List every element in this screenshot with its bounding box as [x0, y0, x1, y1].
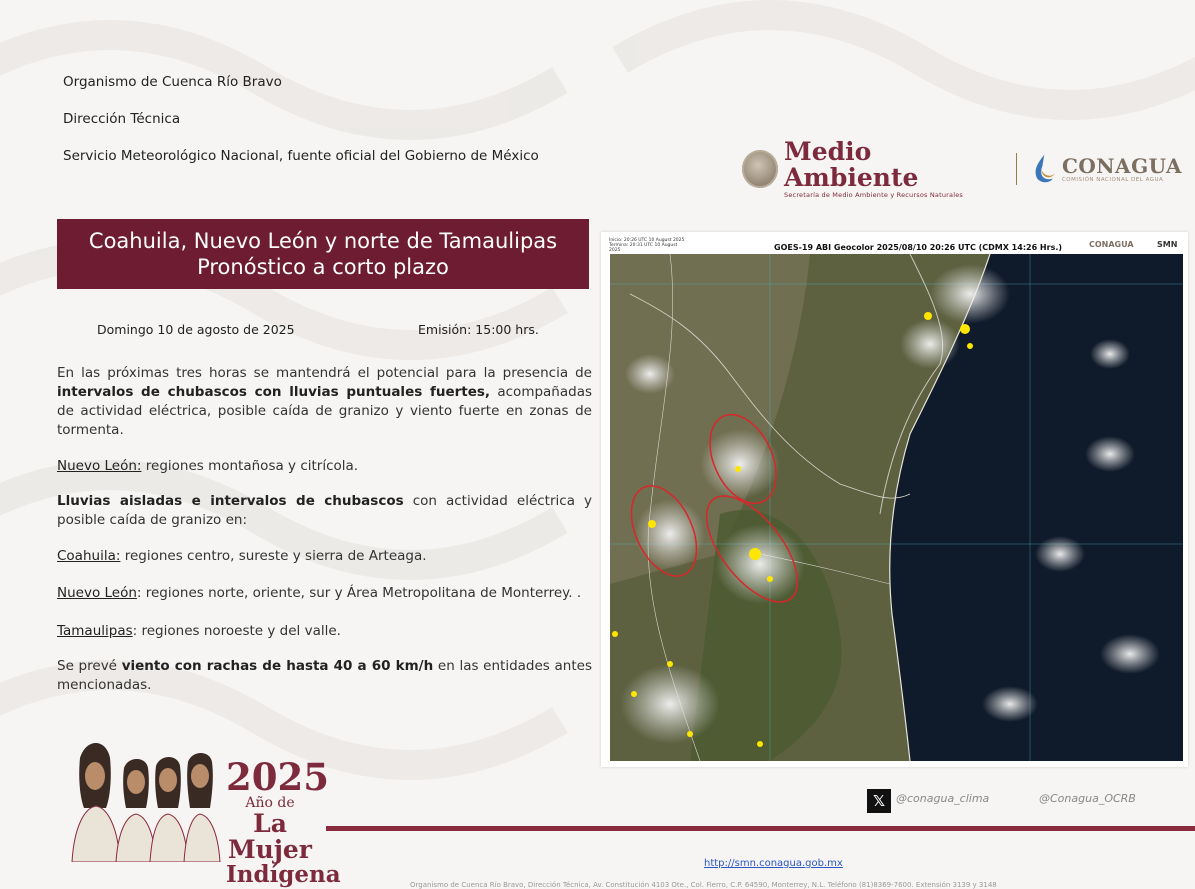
- conagua-subtitle: COMISIÓN NACIONAL DEL AGUA: [1061, 177, 1164, 183]
- paragraph-coahuila: [57, 547, 592, 566]
- smn-link[interactable]: http://smn.conagua.gob.mx: [704, 858, 843, 869]
- header-service: Servicio Meteorológico Nacional, fuente oficial del Gobierno de México: [63, 148, 539, 164]
- medio-ambiente-title: Medio Ambiente: [784, 137, 919, 192]
- institution-logos: [742, 137, 1182, 199]
- logo-divider: [1016, 153, 1017, 185]
- header-lines: [63, 74, 539, 185]
- satellite-image-frame: [601, 232, 1188, 767]
- x-handle[interactable]: @conagua_clima: [896, 792, 990, 805]
- paragraph-nuevo-leon-2: [57, 584, 592, 603]
- year-mujer: La Mujer: [228, 809, 312, 864]
- satellite-logo-smn: SMN: [1157, 240, 1178, 249]
- paragraph-nuevo-leon-1: [57, 457, 592, 476]
- satellite-meta-start: Inicio: 20:26 UTC 10 August 2025: [609, 238, 685, 243]
- title-line-1: Coahuila, Nuevo León y norte de Tamaulipas: [88, 229, 558, 253]
- p7-rest: en las entidades antes mencionadas.: [57, 658, 592, 693]
- satellite-logo-conagua: CONAGUA: [1089, 240, 1134, 249]
- mexico-seal-icon: [742, 150, 778, 188]
- p7-intro: Se prevé: [57, 658, 117, 674]
- p1-intro: En las próximas tres horas se mantendrá el potencial para la presencia de: [57, 365, 592, 381]
- conagua-title: CONAGUA: [1061, 154, 1182, 178]
- state-nuevo-leon: Nuevo León:: [57, 458, 142, 474]
- paragraph-tamaulipas: [57, 622, 592, 641]
- p1-highlight: intervalos de chubascos con lluvias puntuales fuertes,: [57, 384, 491, 400]
- year-number: 2025: [226, 755, 329, 799]
- satellite-meta-end: Termina: 20:31 UTC 10 August 2025: [609, 243, 678, 253]
- header-direction: Dirección Técnica: [63, 111, 181, 127]
- state-coahuila: Coahuila:: [57, 548, 121, 564]
- p4-regions: regiones centro, sureste y sierra de Arteaga.: [124, 548, 427, 564]
- p3-rest: con actividad eléctrica y posible caída de granizo en:: [57, 493, 592, 528]
- medio-ambiente-logo: [784, 139, 1002, 199]
- forecast-title-banner: [57, 219, 589, 289]
- p2-regions: regiones montañosa y citrícola.: [145, 458, 359, 474]
- p1-rest: acompañadas de actividad eléctrica, posible caída de granizo y viento fuerte en zonas de tormenta.: [57, 384, 593, 438]
- medio-ambiente-subtitle: Secretaría de Medio Ambiente y Recursos Naturales: [784, 191, 964, 199]
- header-organization: Organismo de Cuenca Río Bravo: [63, 74, 282, 90]
- title-line-2: Pronóstico a corto plazo: [197, 255, 449, 279]
- year-of-indigenous-women-logo: [226, 755, 341, 888]
- emission-time: Emisión: 15:00 hrs.: [418, 322, 539, 337]
- satellite-meta: [609, 238, 689, 253]
- conagua-drop-icon: [1031, 152, 1058, 186]
- state-tamaulipas: Tamaulipas: [57, 623, 133, 639]
- paragraph-isolated-rain: [57, 492, 592, 530]
- satellite-header: [609, 236, 1184, 256]
- satellite-title: GOES-19 ABI Geocolor 2025/08/10 20:26 UTC (CDMX 14:26 Hrs.): [774, 243, 1063, 252]
- year-anio: Año de: [245, 795, 295, 811]
- indigenous-women-illustration: [66, 738, 224, 862]
- footer-address: Organismo de Cuenca Río Bravo, Dirección Técnica, Av. Constitución 4103 Ote., Col. Fierro, C.P. 64590, Monterrey, N.L. Teléfono (81)8369-7600. Extensión 3139 y 3148: [410, 881, 997, 889]
- paragraph-wind: [57, 657, 592, 695]
- footer-rule: [326, 826, 1195, 831]
- p5-regions: : regiones norte, oriente, sur y Área Metropolitana de Monterrey. .: [136, 585, 582, 601]
- forecast-date: Domingo 10 de agosto de 2025: [97, 322, 295, 337]
- state-nuevo-leon-2: Nuevo León: [57, 585, 137, 601]
- x-logo-icon[interactable]: 𝕏: [867, 789, 891, 813]
- p7-highlight: viento con rachas de hasta 40 a 60 km/h: [121, 658, 434, 674]
- satellite-map-image: [610, 254, 1183, 761]
- paragraph-potential: [57, 364, 592, 440]
- p6-regions: : regiones noroeste y del valle.: [132, 623, 341, 639]
- year-indigena: Indígena: [226, 861, 341, 888]
- conagua-logo: [1062, 155, 1182, 183]
- p3-highlight: Lluvias aisladas e intervalos de chubascos: [57, 493, 404, 509]
- social-handle[interactable]: @Conagua_OCRB: [1039, 792, 1136, 805]
